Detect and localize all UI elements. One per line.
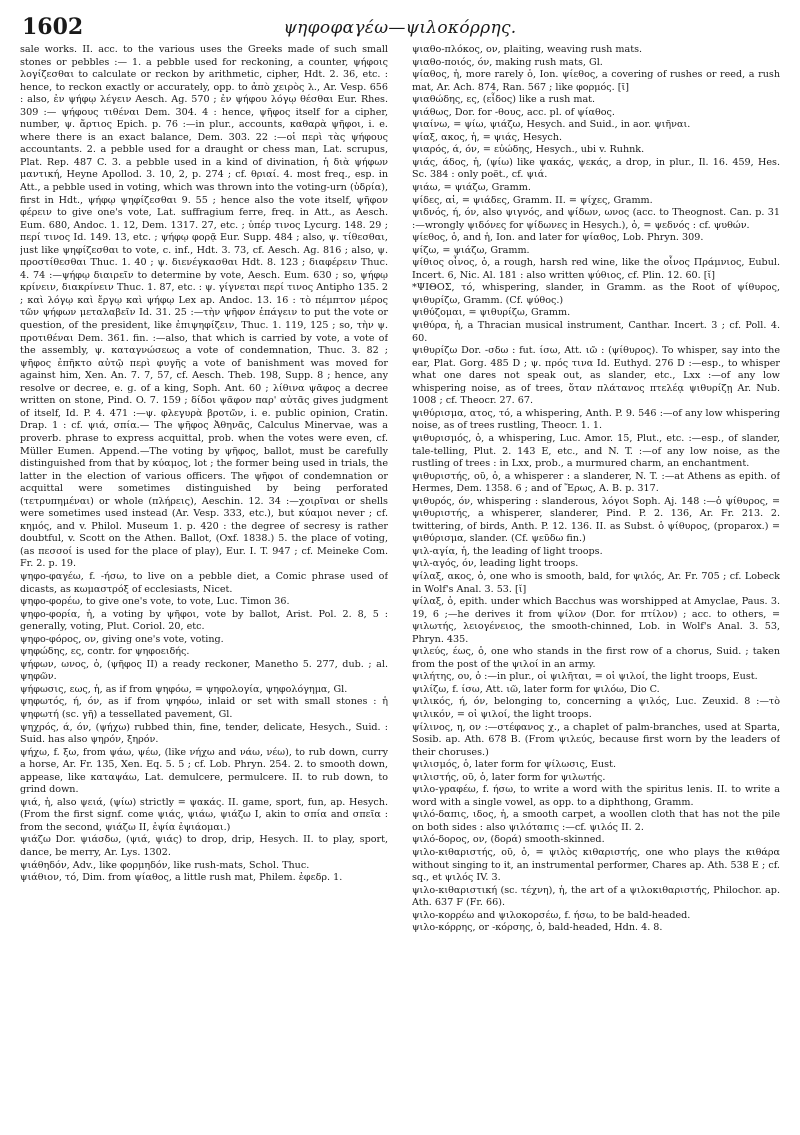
dictionary-entry: ψίλινος, η, ον :—στέφανος χ., a chaplet of palm-branches, used at Sparta, Sosib. ap. Ath. 678 B. (From ψιλεύς, because first worn by the leaders of their choruses.) bbox=[412, 721, 780, 758]
dictionary-entry: ψιθύρισμα, ατος, τό, a whispering, Anth. P. 9. 546 :—of any low whispering noise, as of trees rustling, Theocr. 1. 1. bbox=[412, 407, 780, 432]
dictionary-entry: ψιάω, = ψιάζω, Gramm. bbox=[412, 182, 531, 194]
dictionary-entry: ψιλιστής, οῦ, ὁ, later form for ψιλωτής. bbox=[412, 771, 606, 783]
dictionary-entry: ψιάθως, Dor. for -θους, acc. pl. of ψίαθος. bbox=[412, 106, 615, 118]
dictionary-entry: ψιθυρίζω Dor. -σδω : fut. ίσω, Att. ιῶ : (ψίθυρος). To whisper, say into the ear, Plat. Gorg. 485 D ; ψ. πρός τινα Id. Euthyd. 276 D :—esp., to whisper what one dares not speak out, as slander, etc., Lxx :—of any low whispering noise, as of trees, ὅταν πλάτανος πτελέᾳ ψιθυρίζῃ Ar. Nub. 1008 ; cf. Theocr. 27. 67. bbox=[412, 345, 780, 407]
dictionary-entry: ψιθυρισμός, ὁ, a whispering, Luc. Amor. 15, Plut., etc. :—esp., of slander, tale-telling, Plut. 2. 143 E, etc., and N. T. :—of any low noise, as the rustling of trees : in Lxx, prob., a murmured charm, an enchantment. bbox=[412, 432, 780, 470]
dictionary-entry: ψίλαξ, ακος, ὁ, one who is smooth, bald, for ψιλός, Ar. Fr. 705 ; cf. Lobeck in Wolf's Anal. 3. 53. [ῐ] bbox=[412, 570, 780, 595]
dictionary-entry: ψιλο-κιθαριστική (sc. τέχνη), ἡ, the art of a ψιλοκιθαριστής, Philochor. ap. Ath. 637 F (Fr. 66). bbox=[412, 884, 780, 909]
dictionary-entry: ψιδνός, ή, όν, also ψιγνός, and ψίδων, ωνος (acc. to Theognost. Can. p. 31 :—wrongly ψιδόνες for ψίδωνες in Hesych.), ὁ, = ψεδνός : cf. ψυθών. bbox=[412, 207, 780, 231]
text-columns bbox=[20, 44, 780, 1129]
dictionary-entry: ψιλισμός, ὁ, later form for ψίλωσις, Eust. bbox=[412, 759, 616, 771]
dictionary-entry: ψιθυριστής, οῦ, ὁ, a whisperer : a slanderer, N. T. :—at Athens as epith. of Hermes, Dem. 1358. 6 ; and of Ἔρως, A. B. p. 317. bbox=[412, 470, 780, 495]
right-column bbox=[412, 44, 780, 1129]
dictionary-entry: ψιλικός, ή, όν, belonging to, concerning a ψιλός, Luc. Zeuxid. 8 :—τὸ ψιλικόν, = οἱ ψιλοί, the light troops. bbox=[412, 696, 780, 720]
dictionary-entry: ψίζω, = ψιάζω, Gramm. bbox=[412, 244, 530, 256]
dictionary-entry: ψιάθηδόν, Adv., like φορμηδόν, like rush-mats, Schol. Thuc. bbox=[20, 859, 310, 871]
dictionary-entry: ψιλο-κιθαριστής, οῦ, ὁ, = ψιλὸς κιθαριστής, one who plays the κιθάρα without singing to it, an instrumental performer, Chares ap. Ath. 538 E ; cf. sq., et ψιλός IV. 3. bbox=[412, 847, 780, 884]
dictionary-entry: ψιλο-γραφέω, f. ήσω, to write a word with the spiritus lenis. II. to write a word with a single vowel, as opp. to a diphthong, Gramm. bbox=[412, 784, 780, 808]
dictionary-entry: ψιά, ἡ, also ψειά, (ψίω) strictly = ψακάς. II. game, sport, fun, ap. Hesych. (From the first signf. come ψιάς, ψιάω, ψιάζω I, akin to σπία and σπεῖα : from the second, ψιάζω II, ἐψία ἐψιάομαι.) bbox=[20, 796, 388, 833]
dictionary-entry: ψηχρός, ά, όν, (ψήχω) rubbed thin, fine, tender, delicate, Hesych., Suid. : Suid. has also ψηρόν, ξηρόν. bbox=[20, 721, 388, 746]
dictionary-entry: ψιλήτης, ου, ὁ :—in plur., οἱ ψιλῆται, = οἱ ψιλοί, the light troops, Eust. bbox=[412, 671, 758, 683]
dictionary-entry: ψιλο-κόρρης, or -κόρσης, ὁ, bald-headed, Hdn. 4. 8. bbox=[412, 922, 663, 934]
dictionary-entry: ψηφο-φορία, ἡ, a voting by ψῆφοι, vote by ballot, Arist. Pol. 2. 8, 5 : generally, voting, Plut. Coriol. 20, etc. bbox=[20, 608, 388, 633]
dictionary-entry: ψηφώδης, ες, contr. for ψηφοειδής. bbox=[20, 646, 190, 658]
dictionary-entry: ψιλο-κορρέω and ψιλοκορσέω, f. ήσω, to be bald-headed. bbox=[412, 909, 691, 921]
dictionary-entry: ψιθύρα, ἡ, a Thracian musical instrument, Canthar. Incert. 3 ; cf. Poll. 4. 60. bbox=[412, 320, 780, 344]
dictionary-entry: ψηφωτός, ή, όν, as if from ψηφόω, inlaid or set with small stones : ἡ ψηφωτή (sc. γῆ) a tessellated pavement, Gl. bbox=[20, 696, 388, 720]
dictionary-entry: ψίεθος, ὁ, and ἡ, Ion. and later for ψίαθος, Lob. Phryn. 309. bbox=[412, 232, 704, 244]
dictionary-entry: ψήφωσις, εως, ἡ, as if from ψηφόω, = ψηφολογία, ψηφολόγημα, Gl. bbox=[20, 683, 348, 695]
dictionary-entry: ψιάς, άδος, ἡ, (ψίω) like ψακάς, ψεκάς, a drop, in plur., Il. 16. 459, Hes. Sc. 384 : only poët., cf. ψιά. bbox=[412, 156, 780, 181]
dictionary-entry: ψίλαξ, ὁ, epith. under which Bacchus was worshipped at Amyclae, Paus. 3. 19, 6 ;—he derives it from ψίλον (Dor. for πτίλον) ; acc. to others, = ψιλωτής, λειογένειος, the smooth-chinned, Lob. in Wolf's Anal. 3. 53, Phryn. 435. bbox=[412, 596, 780, 645]
dictionary-entry: ψίαθος, ἡ, more rarely ὁ, Ion. ψίεθος, a covering of rushes or reed, a rush mat, Ar. Ach. 874, Ran. 567 ; like φορμός. [ῑ] bbox=[412, 69, 780, 93]
dictionary-entry: ψιαθο-ποιός, όν, making rush mats, Gl. bbox=[412, 56, 603, 68]
dictionary-entry: ψηφο-φαγέω, f. -ήσω, to live on a pebble diet, a Comic phrase used of dicasts, as κωμαστρόξ of ecclesiasts, Nicet. bbox=[20, 570, 388, 595]
dictionary-entry: ψιλεύς, έως, ὁ, one who stands in the first row of a chorus, Suid. ; taken from the post of the ψιλοί in an army. bbox=[412, 646, 780, 670]
dictionary-entry: ψιθυρός, όν, whispering : slanderous, λόγοι Soph. Aj. 148 :—ὁ ψίθυρος, = ψιθυριστής, a whisperer, slanderer, Pind. P. 2. 136, Ar. Fr. 213. 2. twittering, of birds, Anth. P. 12. 136. II. as Subst. ὁ ψίθυρος, (proparox.) = ψιθύρισμα, slander. (Cf. ψεῦδω fin.) bbox=[412, 495, 780, 545]
dictionary-entry: ψηφο-φόρος, ον, giving one's vote, voting. bbox=[20, 633, 224, 645]
dictionary-entry: ψιλ-αγός, όν, leading light troops. bbox=[412, 558, 579, 570]
dictionary-entry: ψιλό-δορος, ον, (δορά) smooth-skinned. bbox=[412, 834, 605, 846]
dictionary-entry: *ΨΙΘΟΣ, τό, whispering, slander, in Gramm. as the Root of ψίθυρος, ψιθυρίζω, Gramm. (Cf. ψύθος.) bbox=[412, 282, 780, 306]
dictionary-entry: ψιλό-δαπις, ιδος, ἡ, a smooth carpet, a woollen cloth that has not the pile on both sides : also ψιλόταπις :—cf. ψιλός II. 2. bbox=[412, 809, 780, 833]
dictionary-entry: ψιάζω Dor. ψιάσδω, (ψιά, ψιάς) to drop, drip, Hesych. II. to play, sport, dance, be merry, Ar. Lys. 1302. bbox=[20, 834, 388, 858]
running-head: ψηφοφαγέω—ψιλοκόρρης. bbox=[283, 18, 517, 38]
dictionary-entry: ψήφων, ωνος, ὁ, (ψῆφος II) a ready reckoner, Manetho 5. 277, dub. ; al. ψηφῶν. bbox=[20, 658, 388, 683]
dictionary-entry: ψιλίζω, f. ίσω, Att. ιῶ, later form for ψιλόω, Dio C. bbox=[412, 683, 660, 695]
dictionary-entry: ψήχω, f. ξω, from ψάω, ψέω, (like νήχω and νάω, νέω), to rub down, curry a horse, Ar. Fr. 135, Xen. Eq. 5. 5 ; cf. Lob. Phryn. 254. 2. to smooth down, appease, like καταψάω, Lat. demulcere, permulcere. II. to rub down, to grind down. bbox=[20, 746, 388, 796]
page-header bbox=[20, 12, 780, 46]
page-number: 1602 bbox=[22, 14, 84, 40]
dictionary-entry: ψίαξ, ακος, ἡ, = ψιάς, Hesych. bbox=[412, 131, 563, 143]
dictionary-entry: ψιθύζομαι, = ψιθυρίζω, Gramm. bbox=[412, 307, 571, 319]
dictionary-entry: sale works. II. acc. to the various uses the Greeks made of such small stones or pebbles :— 1. a pebble used for reckoning, a counter, ψήφοις λογίζεσθαι to calculate or reckon by arithmetic, cipher, Hdt. 2. 36, etc. : hence, to reckon exactly or accurately, opp. to ἀπὸ χειρὸς λ., Ar. Vesp. 656 : also, ἐν ψήφῳ λέγειν Aesch. Ag. 570 ; ἐν ψήφου λόγῳ θέσθαι Eur. Rhes. 309 :— ψήφους τιθέναι Dem. 304. 4 : hence, ψῆφος itself for a cipher, number, ψ. ἄρτιος Epich. p. 76 :—in plur., accounts, καθαρὰ ψῆφοι, i. e. where there is an exact balance, Dem. 303. 22 :—οἱ περὶ τὰς ψήφους accountants. 2. a pebble used for a draught or chess man, Lat. scrupus, Plat. Rep. 487 C. 3. a pebble used in a kind of divination, ἡ διὰ ψήφων μαντική, Heyne Apollod. 3. 10, 2, p. 274 ; cf. θριαί. 4. most freq., esp. in Att., a pebble used in voting, which was thrown into the voting-urn (ὑδρία), first in Hdt., ψήφῳ ψηφίζεσθαι 9. 55 ; hence also the vote itself, ψῆφον φέρειν to give one's vote, Lat. suffragium ferre, freq. in Att., as Aesch. Eum. 680, Andoc. 1. 12, Dem. 1317. 27, etc. ; ὑπέρ τινος Lycurg. 148. 29 ; περί τινος Id. 149. 13, etc. ; ψήφῳ φορᾷ Eur. Supp. 484 ; also, ψ. τίθεσθαι, just like ψηφίζεσθαι to vote, c. inf., Hdt. 3. 73, cf. Aesch. Ag. 816 ; also, ψ. προστίθεσθαι Thuc. 1. 40 ; ψ. διενέγκασθαι Hdt. 8. 123 ; διαφέρειν Thuc. 4. 74 :—ψήφῳ διαιρεῖν to determine by vote, Aesch. Eum. 630 ; so, ψήφῳ κρίνειν, διακρίνειν Thuc. 1. 87, etc. : ψ. γίγνεται περί τινος Antipho 135. 2 ; καὶ λόγῳ καὶ ἔργῳ καὶ ψήφῳ Lex ap. Andoc. 13. 16 : τὸ πέμπτον μέρος τῶν ψήφων μεταλαβεῖν Id. 31. 25 :—τὴν ψῆφον ἐπάγειν to put the vote or question, of the president, like ἐπιψηφίζειν, Thuc. 1. 119, 125 ; so, τὴν ψ. προτιθέναι Dem. 361. fin. :—also, that which is carried by vote, a vote of the assembly, ψ. καταγνώσεως a vote of condemnation, Thuc. 3. 82 ; ψῆφος ἐπῆκτο αὐτῷ περὶ φυγῆς a vote of banishment was moved for against him, Xen. An. 7. 7, 57, cf. Aesch. Theb. 198, Supp. 8 ; hence, any resolve or decree, e. g. of a king, Soph. Ant. 60 ; λίθινα ψᾶφος a decree written on stone, Pind. O. 7. 159 ; δίδοι ψᾶφον παρ' αὐτᾶς gives judgment of itself, Id. P. 4. 471 :—ψ. φλεγυρὰ βροτῶν, i. e. public opinion, Cratin. Drap. 1 : cf. ψιά, σπία.— The ψῆφος Ἀθηνᾶς, Calculus Minervae, was a proverb. phrase to express acquittal, prob. when the votes were even, cf. Müller Eumen. Append.—The voting by ψῆφος, ballot, must be carefully distinguished from that by κύαμος, lot ; the former being used in trials, the latter in the election of various officers. The ψῆφοι of condemnation or acquittal were sometimes distinguished by being perforated (τετρυπημέναι) or whole (πλήρεις), Aeschin. 12. 34 :—χοιρῖναι or shells were sometimes used instead (Ar. Vesp. 333, etc.), but κύαμοι never ; cf. κημός, and v. Philol. Museum 1. p. 420 : the degree of secresy is rather doubtful, v. Scott on the Athen. Ballot, (Oxf. 1838.) 5. the place of voting, (as πεσσοί is used for the place of play), Eur. I. T. 947 ; cf. Meineke Com. Fr. 2. p. 19. bbox=[20, 44, 388, 570]
dictionary-entry: ψιαθώδης, ες, (εἶδος) like a rush mat. bbox=[412, 94, 596, 106]
dictionary-entry: ψιαρός, ά, όν, = εὐώδης, Hesych., ubi v. Ruhnk. bbox=[412, 144, 645, 156]
dictionary-entry: ψιαίνω, = ψίω, ψιάζω, Hesych. and Suid., in aor. ψιῆναι. bbox=[412, 119, 691, 131]
dictionary-entry: ψιάθιον, τό, Dim. from ψίαθος, a little rush mat, Philem. ἐφεδρ. 1. bbox=[20, 872, 343, 884]
dictionary-entry: ψίθιος οἶνος, ὁ, a rough, harsh red wine, like the οἶνος Πράμνιος, Eubul. Incert. 6, Nic. Al. 181 : also written ψύθιος, cf. Plin. 12. 60. [ῐ] bbox=[412, 257, 780, 281]
dictionary-entry: ψίδες, αἱ, = ψιάδες, Gramm. II. = ψίχες, Gramm. bbox=[412, 194, 653, 206]
dictionary-entry: ψιλ-αγία, ἡ, the leading of light troops. bbox=[412, 545, 603, 557]
dictionary-entry: ψηφο-φορέω, to give one's vote, to vote, Luc. Timon 36. bbox=[20, 596, 290, 608]
dictionary-entry: ψιαθο-πλόκος, ον, plaiting, weaving rush mats. bbox=[412, 44, 643, 55]
left-column bbox=[20, 44, 388, 1129]
